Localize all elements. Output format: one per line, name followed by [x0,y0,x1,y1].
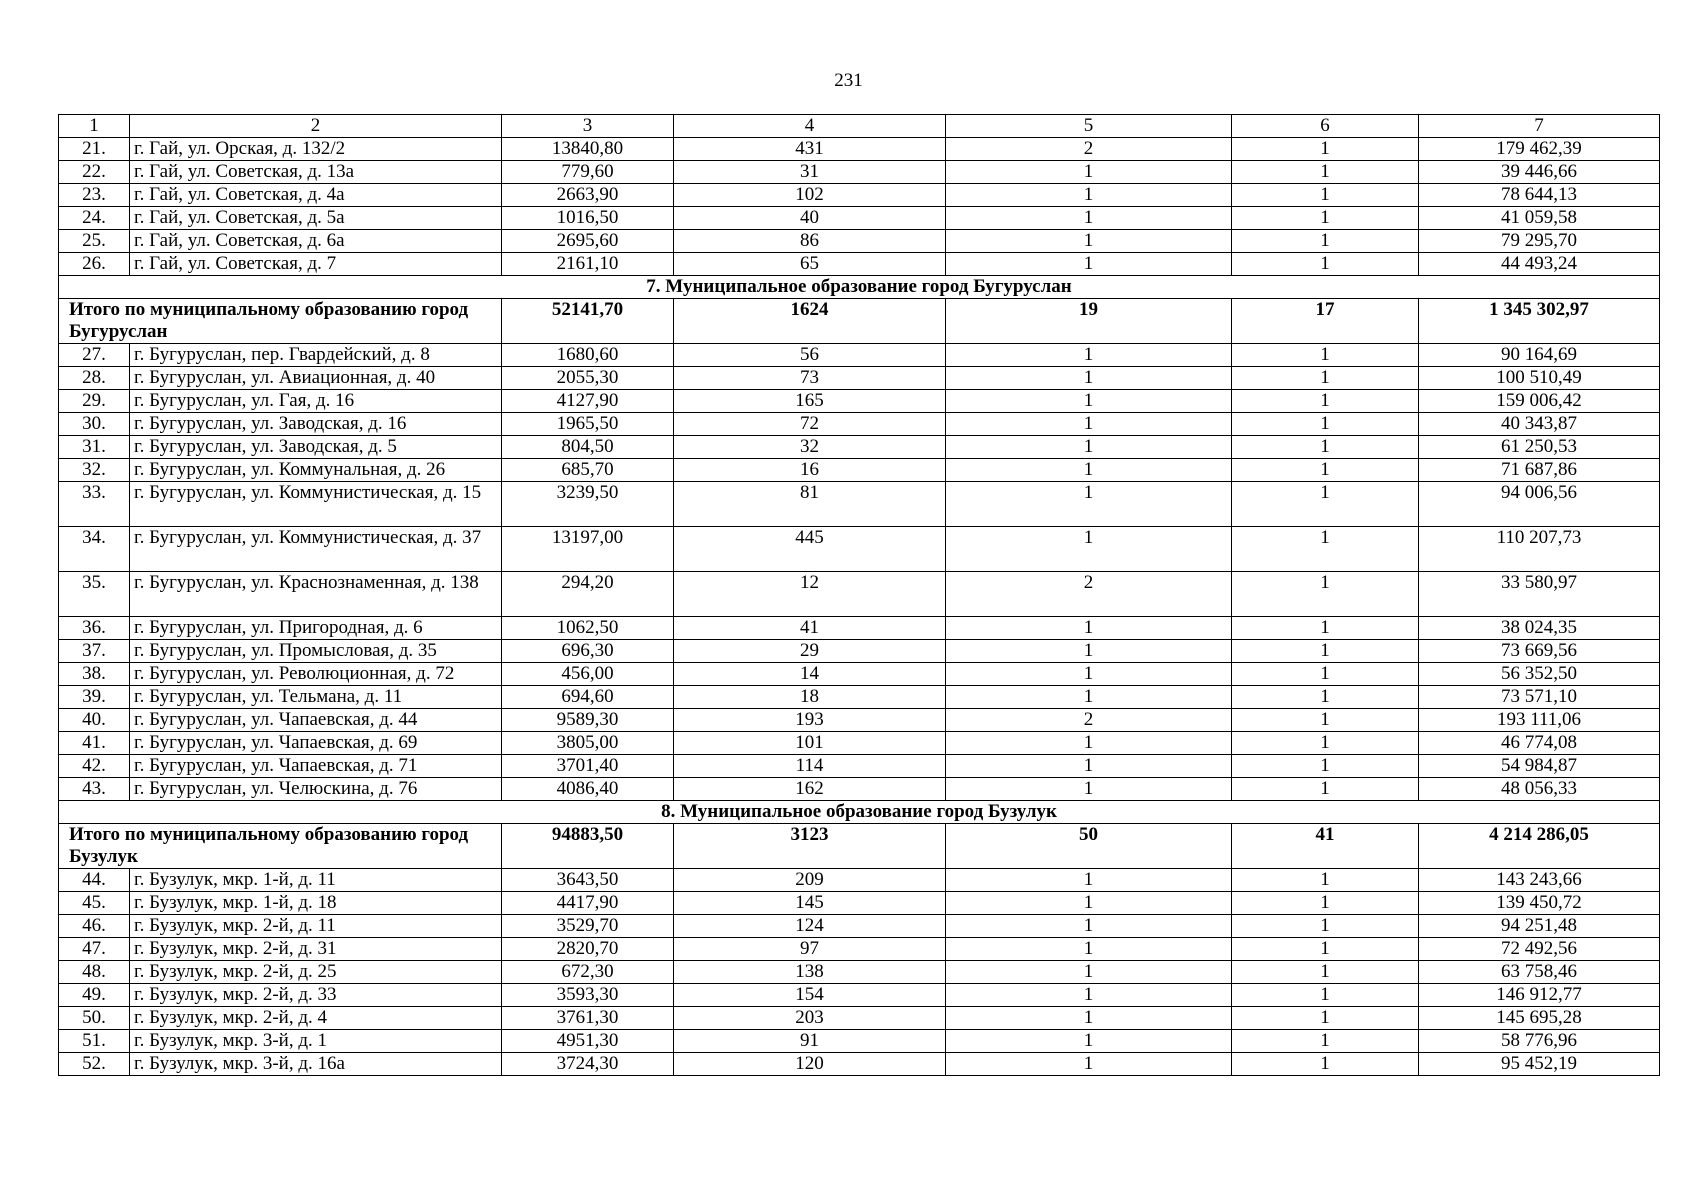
row-number: 37. [59,640,130,663]
address: г. Бузулук, мкр. 2-й, д. 31 [130,938,502,961]
value-6: 1 [1232,207,1419,230]
amount: 94 006,56 [1419,482,1660,527]
row-number: 22. [59,161,130,184]
header-cell-5: 5 [946,115,1232,138]
value-6: 1 [1232,1053,1419,1076]
area: 2161,10 [502,253,674,276]
row-number: 39. [59,686,130,709]
residents: 65 [674,253,946,276]
value-6: 1 [1232,617,1419,640]
amount: 48 056,33 [1419,778,1660,801]
value-5: 1 [946,686,1232,709]
amount: 73 571,10 [1419,686,1660,709]
row-number: 49. [59,984,130,1007]
amount: 79 295,70 [1419,230,1660,253]
residents: 16 [674,459,946,482]
value-5: 1 [946,984,1232,1007]
address: г. Бугуруслан, ул. Гая, д. 16 [130,390,502,413]
table-row [59,482,1660,527]
row-number: 50. [59,1007,130,1030]
value-5: 1 [946,459,1232,482]
total-area: 52141,70 [502,299,674,344]
address: г. Бузулук, мкр. 2-й, д. 33 [130,984,502,1007]
section-row [59,801,1660,824]
area: 3724,30 [502,1053,674,1076]
table-row [59,617,1660,640]
address: г. Гай, ул. Советская, д. 5а [130,207,502,230]
total-value-5: 50 [946,824,1232,869]
value-6: 1 [1232,230,1419,253]
area: 13840,80 [502,138,674,161]
row-number: 25. [59,230,130,253]
table-row [59,1030,1660,1053]
value-6: 1 [1232,709,1419,732]
header-cell-2: 2 [130,115,502,138]
section-title: 7. Муниципальное образование город Бугуруслан [59,276,1660,299]
amount: 61 250,53 [1419,436,1660,459]
address: г. Бузулук, мкр. 2-й, д. 11 [130,915,502,938]
residents: 81 [674,482,946,527]
residents: 114 [674,755,946,778]
value-6: 1 [1232,138,1419,161]
amount: 44 493,24 [1419,253,1660,276]
area: 1062,50 [502,617,674,640]
value-6: 1 [1232,938,1419,961]
value-6: 1 [1232,436,1419,459]
total-value-5: 19 [946,299,1232,344]
row-number: 42. [59,755,130,778]
area: 456,00 [502,663,674,686]
section-row [59,276,1660,299]
table-row [59,984,1660,1007]
total-label: Итого по муниципальному образованию город Бузулук [59,824,502,869]
header-cell-4: 4 [674,115,946,138]
residents: 32 [674,436,946,459]
address: г. Бугуруслан, ул. Авиационная, д. 40 [130,367,502,390]
amount: 100 510,49 [1419,367,1660,390]
row-number: 28. [59,367,130,390]
value-5: 1 [946,778,1232,801]
address: г. Бугуруслан, ул. Коммунистическая, д. 15 [130,482,502,527]
table-row [59,436,1660,459]
area: 9589,30 [502,709,674,732]
amount: 38 024,35 [1419,617,1660,640]
area: 3805,00 [502,732,674,755]
row-number: 43. [59,778,130,801]
table-row [59,344,1660,367]
residents: 120 [674,1053,946,1076]
header-cell-7: 7 [1419,115,1660,138]
residents: 154 [674,984,946,1007]
value-6: 1 [1232,755,1419,778]
total-row [59,824,1660,869]
row-number: 33. [59,482,130,527]
table-row [59,138,1660,161]
value-5: 1 [946,755,1232,778]
amount: 145 695,28 [1419,1007,1660,1030]
header-cell-1: 1 [59,115,130,138]
area: 696,30 [502,640,674,663]
area: 3529,70 [502,915,674,938]
residents: 14 [674,663,946,686]
value-5: 1 [946,367,1232,390]
value-5: 1 [946,413,1232,436]
table-row [59,161,1660,184]
address: г. Бугуруслан, ул. Пригородная, д. 6 [130,617,502,640]
residents: 124 [674,915,946,938]
value-6: 1 [1232,161,1419,184]
area: 13197,00 [502,527,674,572]
table-row [59,778,1660,801]
amount: 179 462,39 [1419,138,1660,161]
table-row [59,938,1660,961]
area: 694,60 [502,686,674,709]
value-5: 1 [946,230,1232,253]
row-number: 44. [59,869,130,892]
table-row [59,892,1660,915]
table-row [59,413,1660,436]
residents: 40 [674,207,946,230]
amount: 78 644,13 [1419,184,1660,207]
area: 294,20 [502,572,674,617]
address: г. Бугуруслан, ул. Краснознаменная, д. 138 [130,572,502,617]
residents: 31 [674,161,946,184]
value-5: 1 [946,617,1232,640]
address: г. Бугуруслан, ул. Промысловая, д. 35 [130,640,502,663]
residents: 72 [674,413,946,436]
amount: 110 207,73 [1419,527,1660,572]
amount: 193 111,06 [1419,709,1660,732]
value-6: 1 [1232,527,1419,572]
address: г. Бузулук, мкр. 3-й, д. 16а [130,1053,502,1076]
value-5: 2 [946,709,1232,732]
address: г. Бугуруслан, ул. Коммунальная, д. 26 [130,459,502,482]
residents: 165 [674,390,946,413]
residents: 162 [674,778,946,801]
row-number: 35. [59,572,130,617]
row-number: 32. [59,459,130,482]
residents: 193 [674,709,946,732]
amount: 58 776,96 [1419,1030,1660,1053]
table-row [59,459,1660,482]
total-amount: 4 214 286,05 [1419,824,1660,869]
data-table [58,114,1660,1076]
header-cell-6: 6 [1232,115,1419,138]
amount: 159 006,42 [1419,390,1660,413]
address: г. Бугуруслан, ул. Челюскина, д. 76 [130,778,502,801]
value-5: 1 [946,1030,1232,1053]
amount: 73 669,56 [1419,640,1660,663]
address: г. Бугуруслан, пер. Гвардейский, д. 8 [130,344,502,367]
row-number: 34. [59,527,130,572]
table-row [59,1007,1660,1030]
value-5: 1 [946,1053,1232,1076]
table-row [59,572,1660,617]
amount: 146 912,77 [1419,984,1660,1007]
address: г. Гай, ул. Орская, д. 132/2 [130,138,502,161]
residents: 209 [674,869,946,892]
address: г. Бугуруслан, ул. Чапаевская, д. 71 [130,755,502,778]
amount: 39 446,66 [1419,161,1660,184]
table-body [59,115,1660,1076]
area: 685,70 [502,459,674,482]
residents: 56 [674,344,946,367]
amount: 71 687,86 [1419,459,1660,482]
area: 779,60 [502,161,674,184]
value-6: 1 [1232,1007,1419,1030]
value-5: 1 [946,207,1232,230]
row-number: 48. [59,961,130,984]
address: г. Бугуруслан, ул. Чапаевская, д. 69 [130,732,502,755]
amount: 46 774,08 [1419,732,1660,755]
row-number: 52. [59,1053,130,1076]
value-5: 1 [946,184,1232,207]
total-label: Итого по муниципальному образованию город Бугуруслан [59,299,502,344]
address: г. Гай, ул. Советская, д. 13а [130,161,502,184]
area: 1965,50 [502,413,674,436]
value-5: 1 [946,482,1232,527]
table-row [59,184,1660,207]
address: г. Гай, ул. Советская, д. 4а [130,184,502,207]
area: 4417,90 [502,892,674,915]
amount: 143 243,66 [1419,869,1660,892]
area: 2695,60 [502,230,674,253]
value-5: 1 [946,1007,1232,1030]
table-row [59,709,1660,732]
area: 2820,70 [502,938,674,961]
value-6: 1 [1232,686,1419,709]
table-row [59,1053,1660,1076]
value-6: 1 [1232,367,1419,390]
value-6: 1 [1232,961,1419,984]
total-area: 94883,50 [502,824,674,869]
area: 3761,30 [502,1007,674,1030]
value-6: 1 [1232,915,1419,938]
address: г. Бугуруслан, ул. Заводская, д. 16 [130,413,502,436]
amount: 56 352,50 [1419,663,1660,686]
amount: 40 343,87 [1419,413,1660,436]
total-row [59,299,1660,344]
table-row [59,732,1660,755]
table-row [59,869,1660,892]
row-number: 24. [59,207,130,230]
value-5: 1 [946,869,1232,892]
table-row [59,686,1660,709]
residents: 18 [674,686,946,709]
table-row [59,915,1660,938]
address: г. Бузулук, мкр. 2-й, д. 25 [130,961,502,984]
row-number: 51. [59,1030,130,1053]
value-6: 1 [1232,482,1419,527]
value-5: 1 [946,253,1232,276]
value-5: 2 [946,138,1232,161]
residents: 431 [674,138,946,161]
residents: 97 [674,938,946,961]
amount: 95 452,19 [1419,1053,1660,1076]
row-number: 38. [59,663,130,686]
residents: 73 [674,367,946,390]
value-6: 1 [1232,892,1419,915]
address: г. Гай, ул. Советская, д. 7 [130,253,502,276]
area: 3239,50 [502,482,674,527]
residents: 101 [674,732,946,755]
value-5: 1 [946,161,1232,184]
value-6: 1 [1232,640,1419,663]
table-row [59,253,1660,276]
amount: 94 251,48 [1419,915,1660,938]
row-number: 23. [59,184,130,207]
table-row [59,527,1660,572]
amount: 54 984,87 [1419,755,1660,778]
residents: 86 [674,230,946,253]
value-5: 1 [946,344,1232,367]
value-6: 1 [1232,184,1419,207]
amount: 63 758,46 [1419,961,1660,984]
area: 4127,90 [502,390,674,413]
page-number: 231 [834,70,863,91]
value-5: 1 [946,663,1232,686]
amount: 33 580,97 [1419,572,1660,617]
value-6: 1 [1232,663,1419,686]
value-6: 1 [1232,778,1419,801]
residents: 138 [674,961,946,984]
residents: 12 [674,572,946,617]
row-number: 40. [59,709,130,732]
row-number: 27. [59,344,130,367]
value-6: 1 [1232,984,1419,1007]
area: 2663,90 [502,184,674,207]
address: г. Бузулук, мкр. 3-й, д. 1 [130,1030,502,1053]
address: г. Бугуруслан, ул. Тельмана, д. 11 [130,686,502,709]
total-residents: 1624 [674,299,946,344]
value-6: 1 [1232,572,1419,617]
row-number: 29. [59,390,130,413]
row-number: 31. [59,436,130,459]
area: 3643,50 [502,869,674,892]
residents: 145 [674,892,946,915]
row-number: 36. [59,617,130,640]
table-row [59,755,1660,778]
value-6: 1 [1232,253,1419,276]
header-cell-3: 3 [502,115,674,138]
table-row [59,207,1660,230]
area: 3701,40 [502,755,674,778]
address: г. Бугуруслан, ул. Коммунистическая, д. 37 [130,527,502,572]
value-5: 1 [946,640,1232,663]
residents: 29 [674,640,946,663]
residents: 102 [674,184,946,207]
value-5: 1 [946,527,1232,572]
area: 4086,40 [502,778,674,801]
value-5: 1 [946,961,1232,984]
value-5: 1 [946,915,1232,938]
address: г. Бугуруслан, ул. Заводская, д. 5 [130,436,502,459]
residents: 445 [674,527,946,572]
total-residents: 3123 [674,824,946,869]
residents: 91 [674,1030,946,1053]
table-row [59,663,1660,686]
residents: 203 [674,1007,946,1030]
area: 1016,50 [502,207,674,230]
value-6: 1 [1232,459,1419,482]
table-row [59,390,1660,413]
value-5: 2 [946,572,1232,617]
amount: 72 492,56 [1419,938,1660,961]
area: 2055,30 [502,367,674,390]
address: г. Гай, ул. Советская, д. 6а [130,230,502,253]
header-row [59,115,1660,138]
value-6: 1 [1232,413,1419,436]
value-6: 1 [1232,732,1419,755]
amount: 41 059,58 [1419,207,1660,230]
amount: 90 164,69 [1419,344,1660,367]
area: 3593,30 [502,984,674,1007]
table-row [59,961,1660,984]
value-5: 1 [946,732,1232,755]
area: 672,30 [502,961,674,984]
row-number: 47. [59,938,130,961]
address: г. Бузулук, мкр. 2-й, д. 4 [130,1007,502,1030]
table-row [59,640,1660,663]
row-number: 30. [59,413,130,436]
row-number: 46. [59,915,130,938]
row-number: 45. [59,892,130,915]
address: г. Бугуруслан, ул. Революционная, д. 72 [130,663,502,686]
value-5: 1 [946,892,1232,915]
value-6: 1 [1232,1030,1419,1053]
table-row [59,230,1660,253]
area: 1680,60 [502,344,674,367]
table-row [59,367,1660,390]
residents: 41 [674,617,946,640]
value-6: 1 [1232,344,1419,367]
address: г. Бузулук, мкр. 1-й, д. 18 [130,892,502,915]
total-value-6: 41 [1232,824,1419,869]
area: 4951,30 [502,1030,674,1053]
row-number: 26. [59,253,130,276]
value-5: 1 [946,390,1232,413]
value-6: 1 [1232,869,1419,892]
address: г. Бугуруслан, ул. Чапаевская, д. 44 [130,709,502,732]
area: 804,50 [502,436,674,459]
total-amount: 1 345 302,97 [1419,299,1660,344]
value-5: 1 [946,938,1232,961]
address: г. Бузулук, мкр. 1-й, д. 11 [130,869,502,892]
total-value-6: 17 [1232,299,1419,344]
row-number: 41. [59,732,130,755]
row-number: 21. [59,138,130,161]
value-5: 1 [946,436,1232,459]
amount: 139 450,72 [1419,892,1660,915]
value-6: 1 [1232,390,1419,413]
section-title: 8. Муниципальное образование город Бузулук [59,801,1660,824]
